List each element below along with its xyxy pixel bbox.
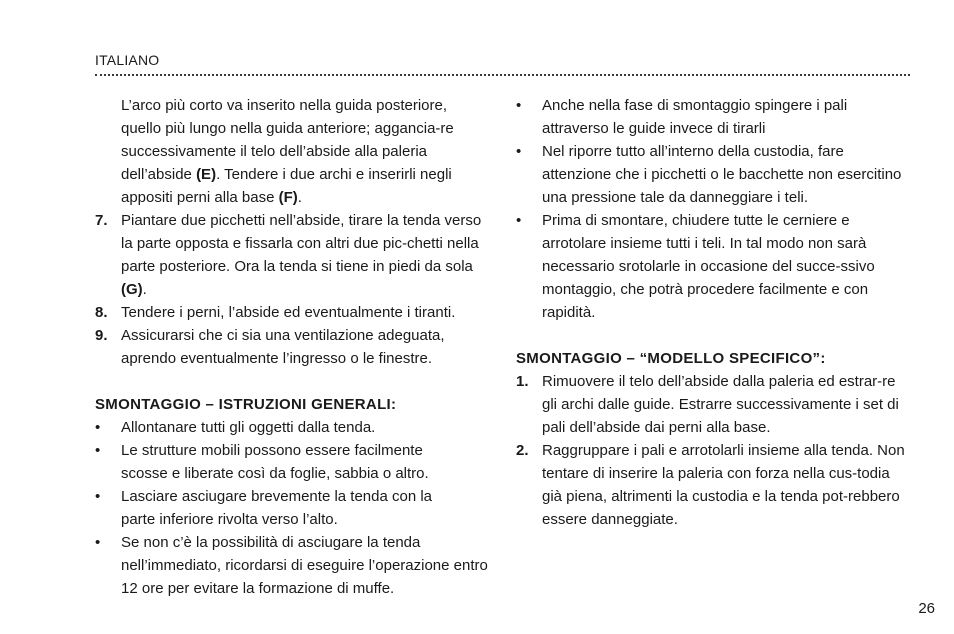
step-tail: . [142, 281, 147, 298]
intro-paragraph [95, 94, 490, 209]
step-8 [95, 301, 490, 324]
list-item [95, 416, 490, 439]
step-text: Tendere i perni, l’abside ed eventualmente i tiranti. [121, 304, 456, 321]
bullet-icon: • [95, 419, 101, 436]
list-item [95, 531, 490, 600]
step-2 [516, 439, 912, 531]
bullet-icon: • [516, 143, 522, 160]
dotted-divider [95, 74, 910, 76]
section-heading-specific: SMONTAGGIO – “MODELLO SPECIFICO”: [516, 350, 826, 367]
bullet-icon: • [95, 488, 101, 505]
list-item [516, 140, 912, 209]
list-item [95, 439, 461, 485]
intro-ref-e: (E) [196, 166, 217, 183]
list-item [95, 485, 461, 531]
step-ref-g: (G) [121, 281, 143, 298]
step-number: 2. [516, 442, 529, 459]
step-text: Assicurarsi che ci sia una ventilazione adeguata, aprendo eventualmente l’ingresso o le finestre. [121, 327, 445, 367]
intro-ref-f: (F) [278, 189, 298, 206]
intro-text-2: . Tendere i due archi e inserirli negli appositi perni alla base [121, 166, 452, 206]
step-number: 8. [95, 304, 108, 321]
list-item-text: Se non c’è la possibilità di asciugare la tenda nell’immediato, ricordarsi di eseguire l’operazione entro 12 ore per evitare la formazione di muffe. [121, 534, 488, 597]
right-column [516, 94, 912, 531]
list-item-text: Allontanare tutti gli oggetti dalla tenda. [121, 419, 376, 436]
step-1 [516, 370, 912, 439]
intro-text-1: L’arco più corto va inserito nella guida posteriore, quello più lungo nella guida anteriore; aggancia-re successivamente il telo dell’abside alla paleria dell’abside [121, 97, 454, 183]
bullet-icon: • [95, 442, 101, 459]
step-number: 1. [516, 373, 529, 390]
bullet-icon: • [516, 212, 522, 229]
section-heading-general: SMONTAGGIO – ISTRUZIONI GENERALI: [95, 396, 397, 413]
list-item-text: Le strutture mobili possono essere facilmente scosse e liberate così da foglie, sabbia o altro. [121, 442, 429, 482]
list-item-text: Prima di smontare, chiudere tutte le cerniere e arrotolare insieme tutti i teli. In tal modo non sarà necessario srotolarle in occasione del succe-ssivo montaggio, che potrà procedere facilmente e con rapidità. [542, 212, 875, 321]
step-text: Rimuovere il telo dell’abside dalla paleria ed estrar-re gli archi dalle guide. Estrarre successivamente i set di pali dell’abside dai perni alla base. [542, 373, 899, 436]
list-item [516, 94, 882, 140]
list-item-text: Anche nella fase di smontaggio spingere i pali attraverso le guide invece di tirarli [542, 97, 848, 137]
list-item-text: Nel riporre tutto all’interno della custodia, fare attenzione che i picchetti o le bacchette non esercitino una pressione tale da danneggiare i teli. [542, 143, 902, 206]
section-language-label: ITALIANO [95, 52, 160, 68]
step-number: 7. [95, 212, 108, 229]
list-item [516, 209, 898, 324]
left-column [95, 94, 490, 600]
step-text: Raggruppare i pali e arrotolarli insieme alla tenda. Non tentare di inserire la paleria con forza nella cus-todia già piena, altrimenti la custodia e la tenda pot-rebbero essere danneggiate. [542, 442, 905, 528]
bullet-icon: • [516, 97, 522, 114]
step-7 [95, 209, 490, 301]
list-item-text: Lasciare asciugare brevemente la tenda con la parte inferiore rivolta verso l’alto. [121, 488, 433, 528]
page-number: 26 [918, 600, 935, 617]
step-9 [95, 324, 477, 370]
intro-text-3: . [297, 189, 302, 206]
bullet-icon: • [95, 534, 101, 551]
step-number: 9. [95, 327, 108, 344]
step-text: Piantare due picchetti nell’abside, tirare la tenda verso la parte opposta e fissarla con altri due pic-chetti nella parte posteriore. Ora la tenda si tiene in piedi da sola [121, 212, 482, 275]
